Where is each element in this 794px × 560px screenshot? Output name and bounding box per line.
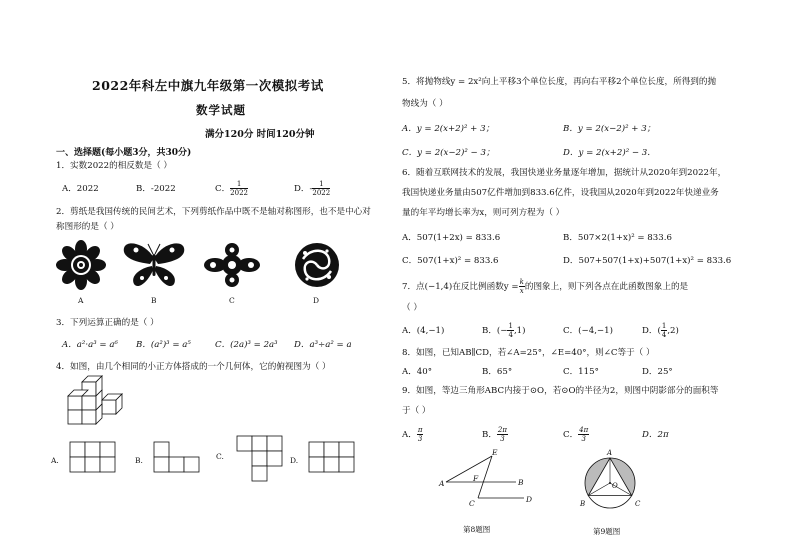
q2-line2: 称图形的是（ ） <box>56 222 119 232</box>
q2-label-c: C <box>229 296 235 305</box>
fig9-label-a: A <box>607 449 613 457</box>
q4-option-a-grid <box>70 442 118 474</box>
q7-line2: （ ） <box>402 303 422 313</box>
fig8-label-a: A <box>439 479 445 488</box>
fig9-label-c: C <box>635 500 641 508</box>
q5-line2: 物线为（ ） <box>402 99 448 109</box>
q9-option-a: A． $\frac{\pi}{3}$ <box>402 426 423 443</box>
q4-label-b: B. <box>135 456 143 465</box>
q1-option-a: A．2022 <box>62 184 99 194</box>
fig8-label-c: C <box>469 499 475 508</box>
q1-stem: 1．实数2022的相反数是（ ） <box>56 161 173 171</box>
q6-option-b: B．507×2(1+x)² = 833.6 <box>563 233 672 243</box>
q3-stem: 3．下列运算正确的是（ ） <box>56 318 159 328</box>
q6-line1: 6．随着互联网技术的发展，我国快递业务量逐年增加，据统计从2020年到2022年， <box>402 168 727 178</box>
q2-label-b: B <box>151 296 157 305</box>
q4-option-d-grid <box>309 442 357 474</box>
q6-option-a: A．507(1+2x) = 833.6 <box>402 233 501 243</box>
q6-option-c: C．507(1+x)² = 833.6 <box>402 256 499 266</box>
q8-stem: 8．如图，已知AB∥CD，若∠A=25°，∠E=40°，则∠C等于（ ） <box>402 348 655 358</box>
q4-option-c-grid <box>237 436 285 484</box>
q3-option-a: A．a²·a³ = a⁶ <box>62 340 118 350</box>
fig8-label-b: B <box>518 478 524 487</box>
cube-stack-figure <box>62 378 142 430</box>
q8-option-c: C．115° <box>563 367 599 377</box>
q5-option-d: D．y = 2(x+2)² − 3． <box>563 148 656 158</box>
fig8-label-f: F <box>473 474 479 483</box>
papercut-flower-image <box>56 240 106 290</box>
q2-label-d: D <box>313 296 320 305</box>
fig8-caption: 第8题图 <box>463 525 491 534</box>
q4-stem: 4．如图，由几个相同的小正方体搭成的一个几何体，它的俯视图为（ ） <box>56 362 331 372</box>
q5-option-b: B．y = 2(x−2)² + 3； <box>563 124 656 134</box>
q1-option-c: C． $\frac{1}{2022}$ <box>215 180 248 197</box>
q9-option-d: D．2π <box>642 430 669 440</box>
q3-option-b: B．(a²)³ = a⁵ <box>136 340 191 350</box>
q4-label-d: D. <box>290 456 299 465</box>
q4-option-b-grid <box>154 442 204 474</box>
fig8-label-d: D <box>526 495 533 504</box>
q8-option-b: B．65° <box>482 367 513 377</box>
q5-option-c: C．y = 2(x−2)² − 3； <box>402 148 495 158</box>
q3-option-d: D．a³÷a² = a <box>294 340 352 350</box>
papercut-ornament-image <box>203 242 261 288</box>
fig8-label-e: E <box>492 448 498 457</box>
fig9-label-b: B <box>580 500 586 508</box>
q6-line3: 量的年平均增长率为x，则可列方程为（ ） <box>402 208 565 218</box>
section-title: 一、选择题(每小题3分，共30分) <box>56 148 192 158</box>
q4-label-c: C. <box>216 452 224 461</box>
q9-option-b: B． $\frac{2\pi}{3}$ <box>482 426 507 443</box>
q9-line1: 9．如图，等边三角形ABC内接于⊙O，若⊙O的半径为2，则图中阴影部分的面积等 <box>402 386 719 396</box>
exam-info: 满分120分 时间120分钟 <box>205 129 315 140</box>
q5-line1: 5．将抛物线y = 2x²向上平移3个单位长度，再向右平移2个单位长度，所得到的抛 <box>402 77 717 87</box>
figure-9-circle-triangle <box>578 450 644 520</box>
q8-option-a: A．40° <box>402 367 433 377</box>
q7-option-a: A．(4,−1) <box>402 326 445 336</box>
q9-option-c: C． $\frac{4\pi}{3}$ <box>563 426 589 443</box>
q7-line1: 7．点(−1,4)在反比例函数y = $\frac{k}{x}$ 的图象上，则下列各点在此函数图象上的是 <box>402 278 689 295</box>
q1-option-d: D．- $\frac{1}{2022}$ <box>294 180 331 197</box>
fig9-label-o: O <box>612 482 618 490</box>
q7-option-d: D．( $\frac{1}{4}$ ,2) <box>642 322 679 339</box>
figure-8-parallel-lines <box>438 450 548 520</box>
exam-subtitle: 数学试题 <box>196 103 246 117</box>
q6-option-d: D．507+507(1+x)+507(1+x)² = 833.6 <box>563 256 732 266</box>
q6-line2: 我国快递业务量由507亿件增加到833.6亿件，设我国从2020年到2022年快递业务 <box>402 188 719 198</box>
exam-title: 2022年科左中旗九年级第一次模拟考试 <box>92 78 324 93</box>
q1-option-b: B．-2022 <box>136 184 176 194</box>
papercut-butterfly-image <box>122 240 186 290</box>
q4-label-a: A. <box>51 456 59 465</box>
q5-option-a: A．y = 2(x+2)² + 3； <box>402 124 495 134</box>
q2-label-a: A <box>78 296 84 305</box>
q8-option-d: D．25° <box>642 367 673 377</box>
q9-line2: 于（ ） <box>402 406 431 416</box>
q7-option-c: C．(−4,−1) <box>563 326 613 336</box>
q2-line1: 2．剪纸是我国传统的民间艺术，下列剪纸作品中既不是轴对称图形，也不是中心对 <box>56 207 371 217</box>
q7-option-b: B．(− $\frac{1}{4}$ ,1) <box>482 322 526 339</box>
fig9-caption: 第9题图 <box>593 527 621 536</box>
q3-option-c: C．(2a)³ = 2a³ <box>215 340 278 350</box>
papercut-swirl-image <box>290 238 344 292</box>
